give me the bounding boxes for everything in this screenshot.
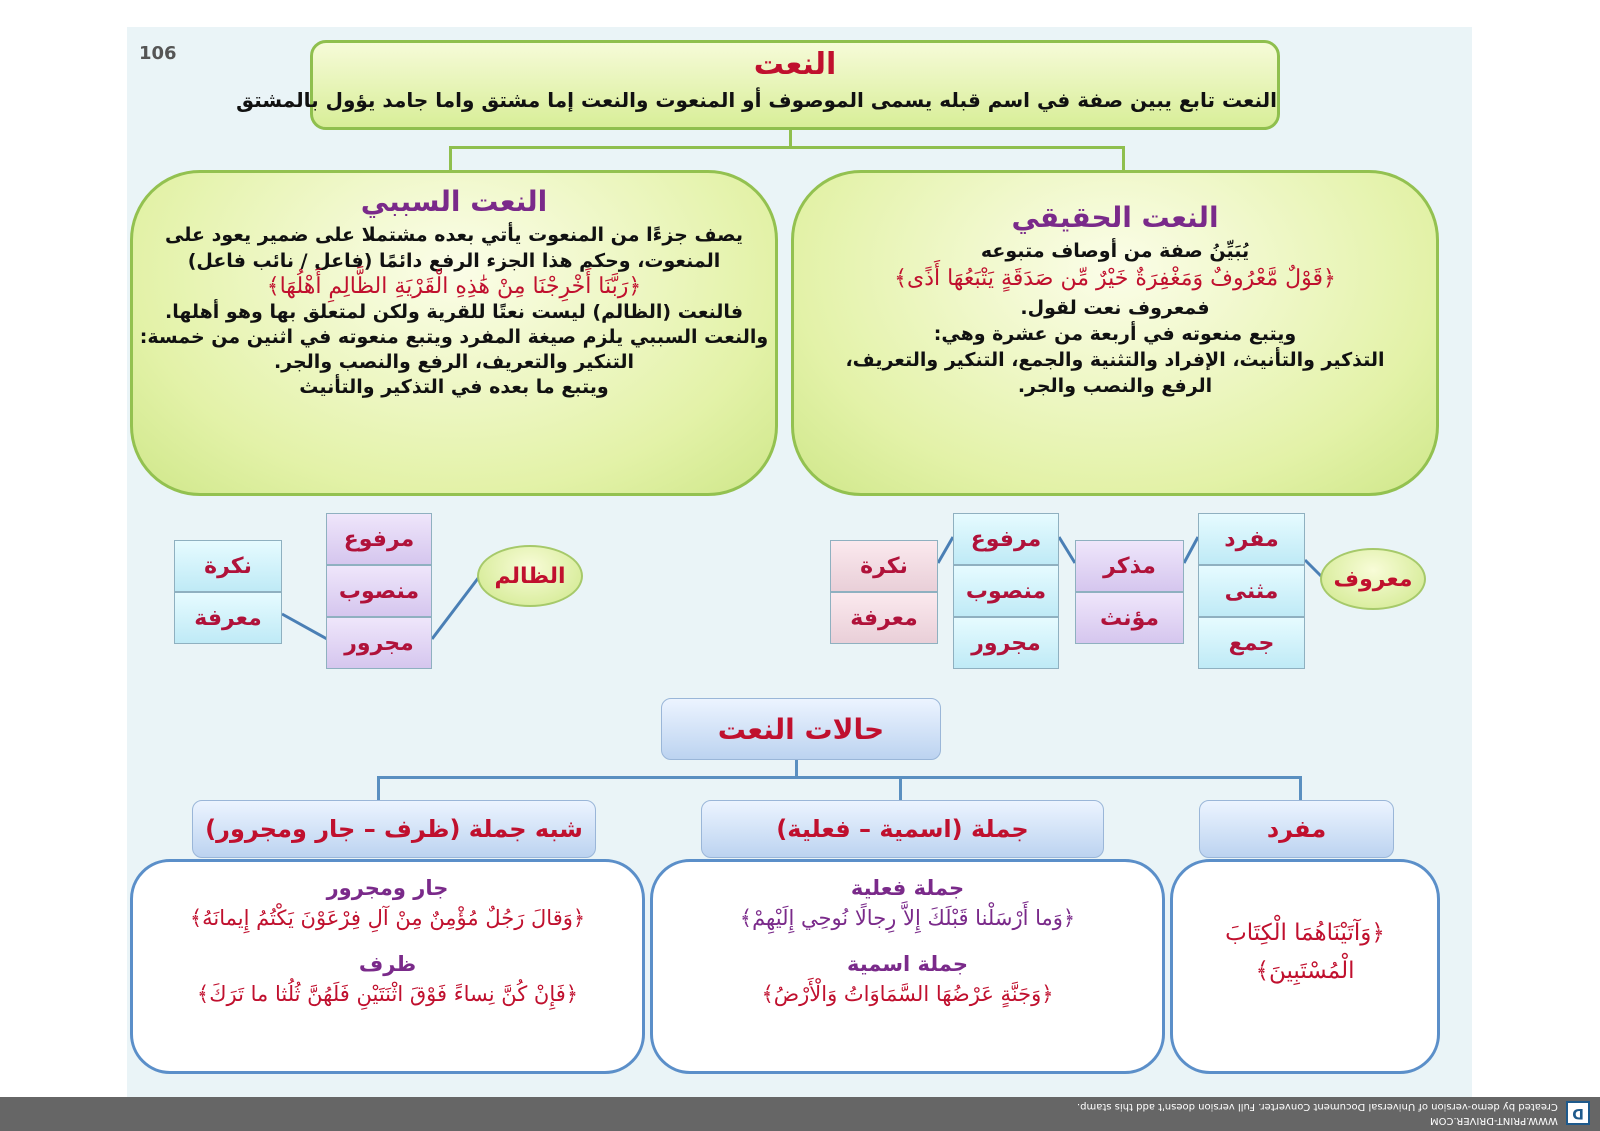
left-case-mansub: منصوب <box>326 565 432 617</box>
sababi-line6: ويتبع ما بعده في التذكير والتأنيث <box>299 376 609 398</box>
left-case-majrur: مجرور <box>326 617 432 669</box>
jumla-quote2: ﴿وَجَنَّةٍ عَرْضُهَا السَّمَاوَاتُ وَالْأَرْضُ﴾ <box>761 982 1054 1006</box>
footer-stamp-bar <box>0 1097 1600 1131</box>
haqiqi-quote: ﴿قَوْلٌ مَّعْرُوفٌ وَمَغْفِرَةٌ خَيْرٌ مِّن صَدَقَةٍ يَتْبَعُهَا أَذًى﴾ <box>894 266 1336 291</box>
sababi-line2: المنعوت، وحكم هذا الجزء الرفع دائمًا (فاعل / نائب فاعل) <box>187 250 721 272</box>
shibh-box <box>130 859 645 1074</box>
connector-mudhakkar-marfu <box>1059 537 1075 563</box>
right-num-muthanna: مثنى <box>1198 565 1305 617</box>
left-case-marfu: مرفوع <box>326 513 432 565</box>
left-def-group <box>174 540 282 644</box>
page-number: 106 <box>139 43 177 64</box>
right-number-group <box>1198 513 1305 669</box>
cases-title-box: حالات النعت <box>661 698 941 760</box>
jumla-box <box>650 859 1165 1074</box>
shibh-quote2: ﴿فَإِنْ كُنَّ نِساءً فَوْقَ اثْنَتَيْنِ فَلَهُنَّ ثُلُثا ما تَرَكَ﴾ <box>196 982 579 1006</box>
mufrad-quote1: ﴿وَآتَيْنَاهُمَا الْكِتَابَ <box>1225 920 1385 946</box>
shibh-sub2: ظرف <box>358 952 417 976</box>
sababi-line1: يصف جزءًا من المنعوت يأتي بعده مشتملا على ضمير يعود على <box>165 224 743 246</box>
connector <box>377 776 1302 779</box>
footer-stamp-text <box>1077 1099 1558 1127</box>
jumla-quote1: ﴿وَما أَرْسَلْنا قَبْلَكَ إِلاَّ رِجالًا نُوحِي إِلَيْهِمْ﴾ <box>739 906 1076 930</box>
jumla-sub1: جملة فعلية <box>850 876 965 900</box>
right-gen-mudhakkar: مذكر <box>1075 540 1184 592</box>
sababi-line4: والنعت السببي يلزم صيغة المفرد ويتبع منعوته في اثنين من خمسة: <box>139 326 769 348</box>
sababi-line5: التنكير والتعريف، الرفع والنصب والجر. <box>273 351 635 373</box>
connector-marfu-nakira <box>938 537 953 563</box>
right-case-marfu: مرفوع <box>953 513 1059 565</box>
connector <box>1299 776 1302 800</box>
connector-majrur-marifa <box>282 614 327 639</box>
sababi-title: النعت السببي <box>360 185 548 218</box>
left-def-marifa: معرفة <box>174 592 282 644</box>
zalim-label: الظالم <box>494 563 566 589</box>
right-num-mufrad: مفرد <box>1198 513 1305 565</box>
right-gender-group <box>1075 540 1184 644</box>
haqiqi-line2: فمعروف نعت لقول. <box>1020 297 1210 319</box>
shibh-quote1: ﴿وَقالَ رَجُلٌ مُؤْمِنٌ مِنْ آلِ فِرْعَوْنَ يَكْتُمُ إِيمانَهُ﴾ <box>189 906 586 930</box>
right-num-jam: جمع <box>1198 617 1305 669</box>
connector <box>899 776 902 800</box>
left-def-nakira: نكرة <box>174 540 282 592</box>
haqiqi-line4: التذكير والتأنيث، الإفراد والتثنية والجمع، التنكير والتعريف، <box>845 349 1385 371</box>
haqiqi-title: النعت الحقيقي <box>1011 201 1219 234</box>
zalim-ellipse <box>477 545 583 607</box>
right-def-group <box>830 540 938 644</box>
connector-mufrad-mudhakkar <box>1184 537 1198 563</box>
shibh-head: شبه جملة (ظرف – جار ومجرور) <box>192 800 596 858</box>
right-case-group <box>953 513 1059 669</box>
right-gen-muannath: مؤنث <box>1075 592 1184 644</box>
jumla-sub2: جملة اسمية <box>846 952 969 976</box>
footer-line1: WWW.PRINT-DRIVER.COM <box>1430 1115 1558 1126</box>
converter-logo-icon: D <box>1566 1101 1590 1125</box>
mufrad-box <box>1170 859 1440 1074</box>
left-case-group <box>326 513 432 669</box>
right-case-mansub: منصوب <box>953 565 1059 617</box>
main-title: النعت <box>753 47 837 82</box>
maruf-ellipse <box>1320 548 1426 610</box>
diagram-canvas <box>127 27 1472 1097</box>
connector <box>377 776 380 800</box>
right-def-nakira: نكرة <box>830 540 938 592</box>
shibh-sub1: جار ومجرور <box>326 876 449 900</box>
connector-zalim-majrur <box>432 577 479 639</box>
right-def-marifa: معرفة <box>830 592 938 644</box>
mufrad-head: مفرد <box>1199 800 1394 858</box>
mufrad-quote2: الْمُسْتَبِينَ﴾ <box>1255 958 1355 984</box>
sababi-quote: ﴿رَبَّنَا أَخْرِجْنَا مِنْ هَٰذِهِ الْقَرْيَةِ الظَّالِمِ أَهْلُهَا﴾ <box>266 274 642 299</box>
right-case-majrur: مجرور <box>953 617 1059 669</box>
jumla-head: جملة (اسمية – فعلية) <box>701 800 1104 858</box>
footer-line2: Created by demo-version of Universal Document Converter. Full version doesn't add this stamp. <box>1077 1101 1558 1112</box>
maruf-label: معروف <box>1333 566 1413 592</box>
sababi-line3: فالنعت (الظالم) ليست نعتًا للقرية ولكن لمتعلق بها وهو أهلها. <box>164 301 744 323</box>
haqiqi-line5: الرفع والنصب والجر. <box>1017 375 1213 397</box>
main-definition: النعت تابع يبين صفة في اسم قبله يسمى الموصوف أو المنعوت والنعت إما مشتق واما جامد يؤول بالمشتق <box>236 88 1277 112</box>
haqiqi-line3: ويتبع منعوته في أربعة من عشرة وهي: <box>933 323 1297 345</box>
haqiqi-line1: يُبَيِّنُ صفة من أوصاف متبوعه <box>980 240 1250 262</box>
